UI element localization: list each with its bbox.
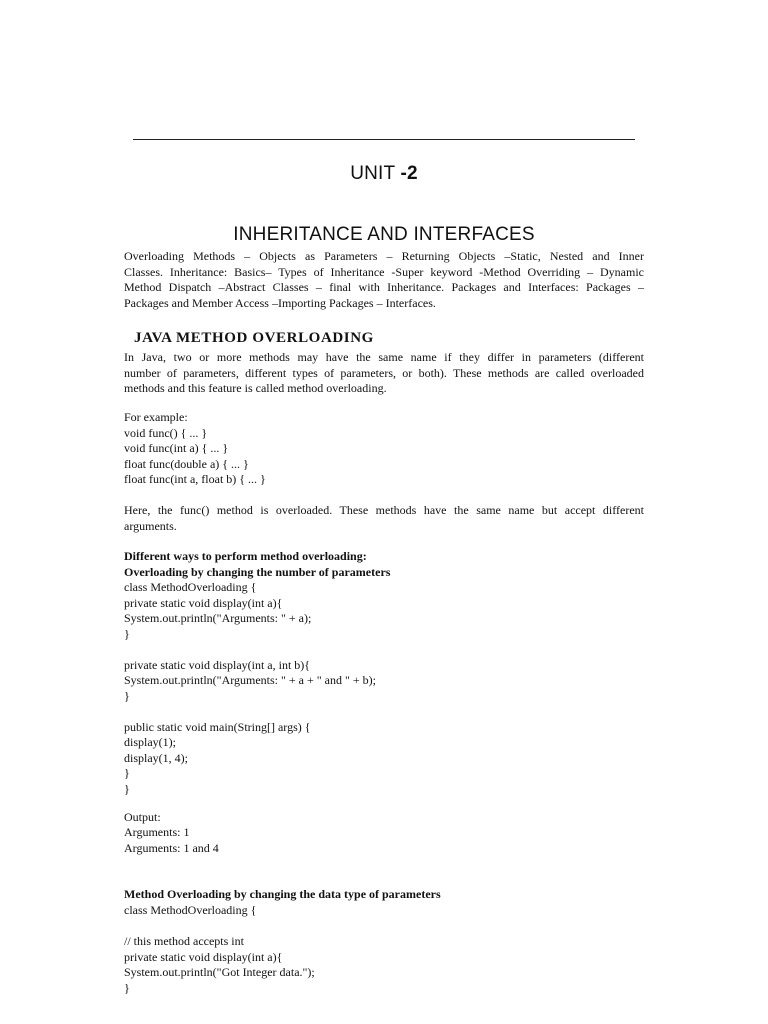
code-block-number-of-parameters [124, 580, 376, 797]
unit-number: -2 [400, 163, 418, 184]
intro-paragraph [124, 350, 644, 397]
subheading-number-of-parameters: Overloading by changing the number of parameters [124, 565, 391, 579]
code-line: } [124, 980, 130, 995]
chapter-title: INHERITANCE AND INTERFACES [233, 224, 535, 245]
code-line: } [124, 688, 130, 703]
example-block [124, 410, 266, 488]
syllabus-line: Packages and Member Access –Importing Packages – Interfaces. [124, 295, 436, 310]
example-line: void func() { ... } [124, 425, 208, 440]
example-line: float func(int a, float b) { ... } [124, 472, 266, 486]
code-line: private static void display(int a, int b){ [124, 657, 311, 672]
code-line [124, 642, 376, 658]
code-block-data-type [124, 903, 315, 996]
unit-prefix: UNIT [350, 163, 401, 184]
code-line: // this method accepts int [124, 934, 244, 948]
paragraph-line: methods and this feature is called method overloading. [124, 381, 387, 395]
example-line: For example: [124, 410, 188, 424]
code-line: } [124, 781, 130, 796]
unit-title [0, 163, 768, 185]
code-line: System.out.println("Arguments: " + a); [124, 611, 312, 625]
ways-heading: Different ways to perform method overloading: [124, 549, 367, 563]
output-label: Output: [124, 810, 161, 824]
code-line: display(1); [124, 735, 176, 749]
code-line: private static void display(int a){ [124, 949, 283, 964]
code-line: display(1, 4); [124, 750, 188, 765]
paragraph-line: number of parameters, different types of parameters, or both). These methods are called overloaded [124, 365, 644, 380]
top-rule [133, 139, 635, 140]
syllabus-paragraph [124, 249, 644, 311]
code-line: class MethodOverloading { [124, 580, 257, 594]
subheading-data-type: Method Overloading by changing the data type of parameters [124, 887, 441, 901]
paragraph-line: In Java, two or more methods may have the same name if they differ in parameters (different [124, 350, 644, 364]
section-heading: JAVA METHOD OVERLOADING [134, 330, 374, 346]
code-line [124, 919, 315, 935]
code-line: class MethodOverloading { [124, 903, 257, 917]
code-line: private static void display(int a){ [124, 595, 283, 610]
output-line: Arguments: 1 and 4 [124, 841, 219, 855]
code-line: public static void main(String[] args) { [124, 719, 311, 734]
code-line: } [124, 766, 130, 780]
code-line [124, 704, 376, 720]
paragraph-line: Here, the func() method is overloaded. These methods have the same name but accept different [124, 503, 644, 517]
syllabus-line: Classes. Inheritance: Basics– Types of Inheritance -Super keyword -Method Overriding – Dynamic [124, 264, 644, 279]
syllabus-line: Overloading Methods – Objects as Parameters – Returning Objects –Static, Nested and Inner [124, 249, 644, 263]
syllabus-line: Method Dispatch –Abstract Classes – final with Inheritance. Packages and Interfaces: Packages – [124, 280, 644, 294]
output-line: Arguments: 1 [124, 825, 190, 839]
explanation-paragraph [124, 503, 644, 534]
code-line: } [124, 626, 130, 641]
paragraph-line: arguments. [124, 518, 177, 533]
example-line: float func(double a) { ... } [124, 456, 249, 471]
code-line: System.out.println("Arguments: " + a + " and " + b); [124, 673, 376, 687]
example-line: void func(int a) { ... } [124, 441, 229, 455]
code-line: System.out.println("Got Integer data."); [124, 965, 315, 979]
